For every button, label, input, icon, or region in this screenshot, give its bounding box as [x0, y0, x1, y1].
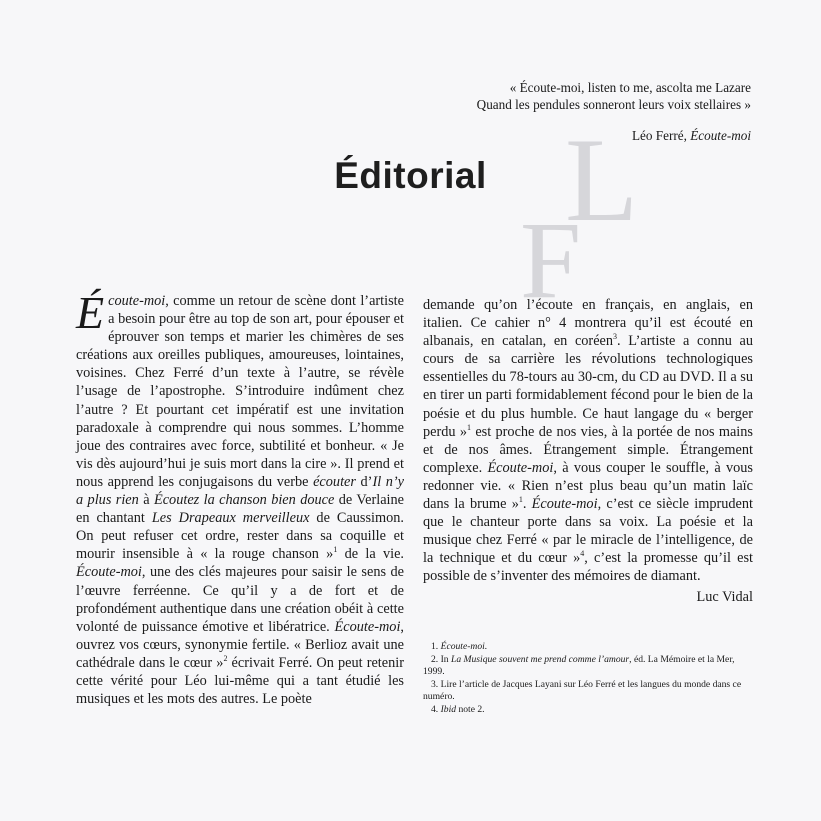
text-run: Écoutez la chanson bien douce [153, 492, 335, 509]
footnote-number: 2. In [431, 653, 451, 665]
text-run: Écoute-moi [334, 618, 401, 635]
text-run: coute-moi [108, 293, 166, 309]
text-run: à [138, 492, 154, 509]
footnote-ref: 3 [613, 332, 618, 342]
text-run: écrivait Ferré. On peut retenir cette vérité pour Léo lui-même qui a tant étudié les musiques et les mots des autres. Le poète [76, 654, 404, 708]
text-run: , ouvrez vos cœurs, synonymie fertile. « Berlioz avait une cathédrale dans le cœur » [76, 618, 404, 671]
show-through-letter-l: L [565, 113, 639, 246]
text-run: , c’est la promesse qu’il est possible de s’inventer des mémoires de diamant. [423, 550, 753, 585]
footnote-3: 3. Lire l’article de Jacques Layani sur Léo Ferré et les langues du monde dans ce numéro. [423, 678, 742, 702]
footnote-ref: 1 [518, 495, 523, 505]
text-run: d’ [355, 473, 373, 490]
epigraph-author: Léo Ferré, [631, 128, 691, 143]
footnote-ref: 4 [580, 549, 585, 559]
epigraph-attribution [331, 127, 751, 144]
footnote-number: 4. [431, 703, 441, 715]
footnotes [423, 641, 753, 716]
text-run: de la vie. [337, 546, 405, 563]
footnote-4 [423, 704, 753, 717]
text-column-right [423, 296, 753, 606]
footnote-ref: 1 [333, 545, 338, 555]
text-run: , à vous couper le souffle, à vous redonner vie. « Rien n’est plus beau qu’un matin laïc dans la brume » [423, 459, 753, 513]
epigraph-line-1: « Écoute-moi, listen to me, ascolta me Lazare [509, 80, 751, 95]
signature: Luc Vidal [696, 588, 753, 605]
text-run: . L’artiste a connu au cours de sa carrière les révolutions technologiques essentielles du 78-tours au 30-cm, du CD au DVD. Il a su en tirer un parti formidablement fécond pour le bien de la poésie et du plus humble. Ce haut langage du « berger perdu » [423, 333, 753, 440]
text-run: écouter [313, 473, 356, 490]
text-run: Écoute-moi [76, 564, 142, 581]
text-run: Les Drapeaux merveilleux [151, 510, 310, 527]
text-run: , une des clés majeures pour saisir le sens de l’œuvre ferréenne. Ce qu’il y a de fort et de profondément authentique dans une création obéit à cette volonté de puissance émotive et libératrice. [76, 564, 404, 635]
epigraph-line-2: Quand les pendules sonneront leurs voix stellaires » [476, 97, 751, 112]
text-run: demande qu’on l’écoute en français, en anglais, en italien. Ce cahier n° 4 montrera qu’il est écouté en albanais, en catalan, en coréen [423, 297, 753, 350]
footnote-ref: 1 [467, 422, 472, 432]
footnote-text: La Musique souvent me prend comme l’amour [450, 653, 630, 665]
epigraph [331, 79, 751, 144]
footnote-text: Écoute-moi. [440, 641, 488, 652]
text-run: Il n’y a plus rien [76, 473, 404, 509]
text-run: est proche de nos vies, à la portée de nos mains et de nos âmes. Étrangement simple. Étrangement complexe. [423, 423, 753, 476]
footnote-text: note 2. [456, 703, 485, 715]
footnote-number: 1. [431, 641, 441, 652]
footnote-2 [423, 654, 753, 679]
drop-cap: É [76, 287, 105, 338]
text-run: , comme un retour de scène dont l’artiste a besoin pour être au top de son art, pour épouser et éprouver son temps et marier les chimères de ses créations aux oreilles publiques, amoureuses, lointaines, voisines. Chez Ferré d’un texte à l’autre, se révèle l’usage de l’apostrophe. S’introduire indûment chez l’autre ? Et pourtant cet impératif est une invitation paradoxale à comprendre qui nous sommes. L’homme joue des contraires avec force, subtilité et bonheur. « Je vis dès aujourd’hui je suis mort dans la cire ». Il prend et nous apprend les conjugaisons du verbe [76, 293, 404, 490]
text-run: Écoute-moi [531, 496, 598, 513]
text-column-left [76, 287, 405, 708]
footnote-1 [423, 641, 753, 654]
footnote-text: , éd. La Mémoire et la Mer, 1999. [423, 653, 735, 677]
text-run: . [522, 496, 532, 513]
footnote-ref: 2 [223, 654, 228, 664]
text-run: Écoute-moi [487, 459, 554, 476]
epigraph-work: Écoute-moi [690, 128, 751, 143]
text-run: , c’est ce siècle imprudent que le chanteur porte dans sa voix. La poésie et la musique chez Ferré « par le miracle de l’intelligence, de la technique et du cœur » [423, 496, 753, 567]
page-title: Éditorial [334, 155, 487, 196]
text-run: de Verlaine en chantant [76, 492, 405, 527]
show-through-letter-f: F [520, 199, 582, 321]
footnote-text: Ibid [440, 703, 457, 715]
text-run: de Caussimon. On peut refuser cet ordre, rester dans sa coquille et mourir insensible à « la rouge chanson » [76, 510, 404, 563]
